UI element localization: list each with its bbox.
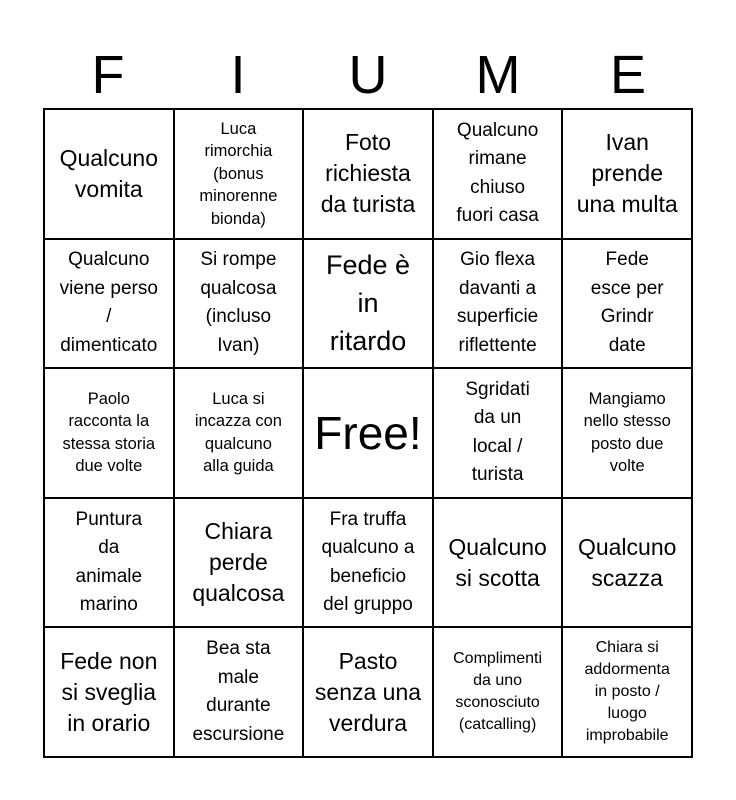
bingo-cell[interactable] bbox=[562, 109, 692, 239]
bingo-cell[interactable] bbox=[562, 368, 692, 498]
bingo-title bbox=[43, 40, 693, 110]
free-cell[interactable] bbox=[303, 368, 433, 498]
bingo-cell[interactable] bbox=[44, 368, 174, 498]
bingo-cell[interactable] bbox=[44, 498, 174, 628]
bingo-cell[interactable] bbox=[303, 627, 433, 757]
bingo-cell[interactable] bbox=[303, 109, 433, 239]
title-letter: M bbox=[475, 45, 521, 105]
title-letter: I bbox=[230, 45, 246, 105]
cell-text: Luca rimorchia (bonus minorenne bionda) bbox=[199, 119, 278, 228]
cell-text: Fede non si sveglia in orario bbox=[60, 647, 158, 736]
bingo-cell[interactable] bbox=[44, 109, 174, 239]
cell-text: Gio flexa davanti a superficie riflettente bbox=[456, 249, 539, 356]
bingo-cell[interactable] bbox=[433, 498, 563, 628]
cell-text: Puntura da animale marino bbox=[75, 508, 143, 616]
bingo-cell[interactable] bbox=[44, 239, 174, 369]
cell-text: Mangiamo nello stesso posto due volte bbox=[583, 389, 671, 476]
cell-text: Qualcuno scazza bbox=[577, 533, 677, 591]
cell-text: Chiara perde qualcosa bbox=[192, 518, 285, 607]
title-letter: F bbox=[91, 45, 125, 105]
cell-text: Foto richiesta da turista bbox=[320, 129, 416, 218]
bingo-cell[interactable] bbox=[433, 627, 563, 757]
cell-text: Ivan prende una multa bbox=[576, 129, 678, 218]
cell-text: Qualcuno vomita bbox=[59, 144, 159, 202]
cell-text: Qualcuno si scotta bbox=[448, 533, 547, 591]
free-text: Free! bbox=[314, 406, 422, 459]
cell-text: Complimenti da uno sconosciuto (catcalling) bbox=[453, 650, 543, 734]
cell-text: Chiara si addormenta in posto / luogo improbabile bbox=[584, 639, 670, 745]
bingo-cell[interactable] bbox=[562, 627, 692, 757]
bingo-cell[interactable] bbox=[174, 368, 304, 498]
bingo-cell[interactable] bbox=[433, 109, 563, 239]
cell-text: Fra truffa qualcuno a beneficio del gruppo bbox=[321, 508, 415, 616]
cell-text: Qualcuno rimane chiuso fuori casa bbox=[456, 119, 539, 227]
cell-text: Sgridati da un local / turista bbox=[465, 378, 530, 486]
bingo-cell[interactable] bbox=[303, 498, 433, 628]
bingo-cell[interactable] bbox=[562, 239, 692, 369]
cell-text: Pasto senza una verdura bbox=[314, 647, 422, 736]
cell-text: Qualcuno viene perso / dimenticato bbox=[59, 249, 158, 356]
cell-text: Fede esce per Grindr date bbox=[590, 249, 664, 356]
cell-text: Luca si incazza con qualcuno alla guida bbox=[194, 389, 282, 476]
bingo-cell[interactable] bbox=[433, 368, 563, 498]
cell-text: Paolo racconta la stessa storia due volte bbox=[62, 389, 156, 476]
bingo-cell[interactable] bbox=[174, 109, 304, 239]
bingo-cell[interactable] bbox=[174, 627, 304, 757]
cell-text: Si rompe qualcosa (incluso Ivan) bbox=[200, 249, 277, 356]
title-letter: U bbox=[348, 45, 388, 105]
title-letter: E bbox=[609, 45, 647, 105]
bingo-cell[interactable] bbox=[174, 498, 304, 628]
bingo-cell[interactable] bbox=[433, 239, 563, 369]
cell-text: Bea sta male durante escursione bbox=[192, 638, 285, 745]
bingo-cell[interactable] bbox=[562, 498, 692, 628]
bingo-cell[interactable] bbox=[44, 627, 174, 757]
bingo-grid bbox=[43, 108, 693, 758]
bingo-cell[interactable] bbox=[174, 239, 304, 369]
cell-text: Fede è in ritardo bbox=[325, 250, 411, 357]
bingo-cell[interactable] bbox=[303, 239, 433, 369]
